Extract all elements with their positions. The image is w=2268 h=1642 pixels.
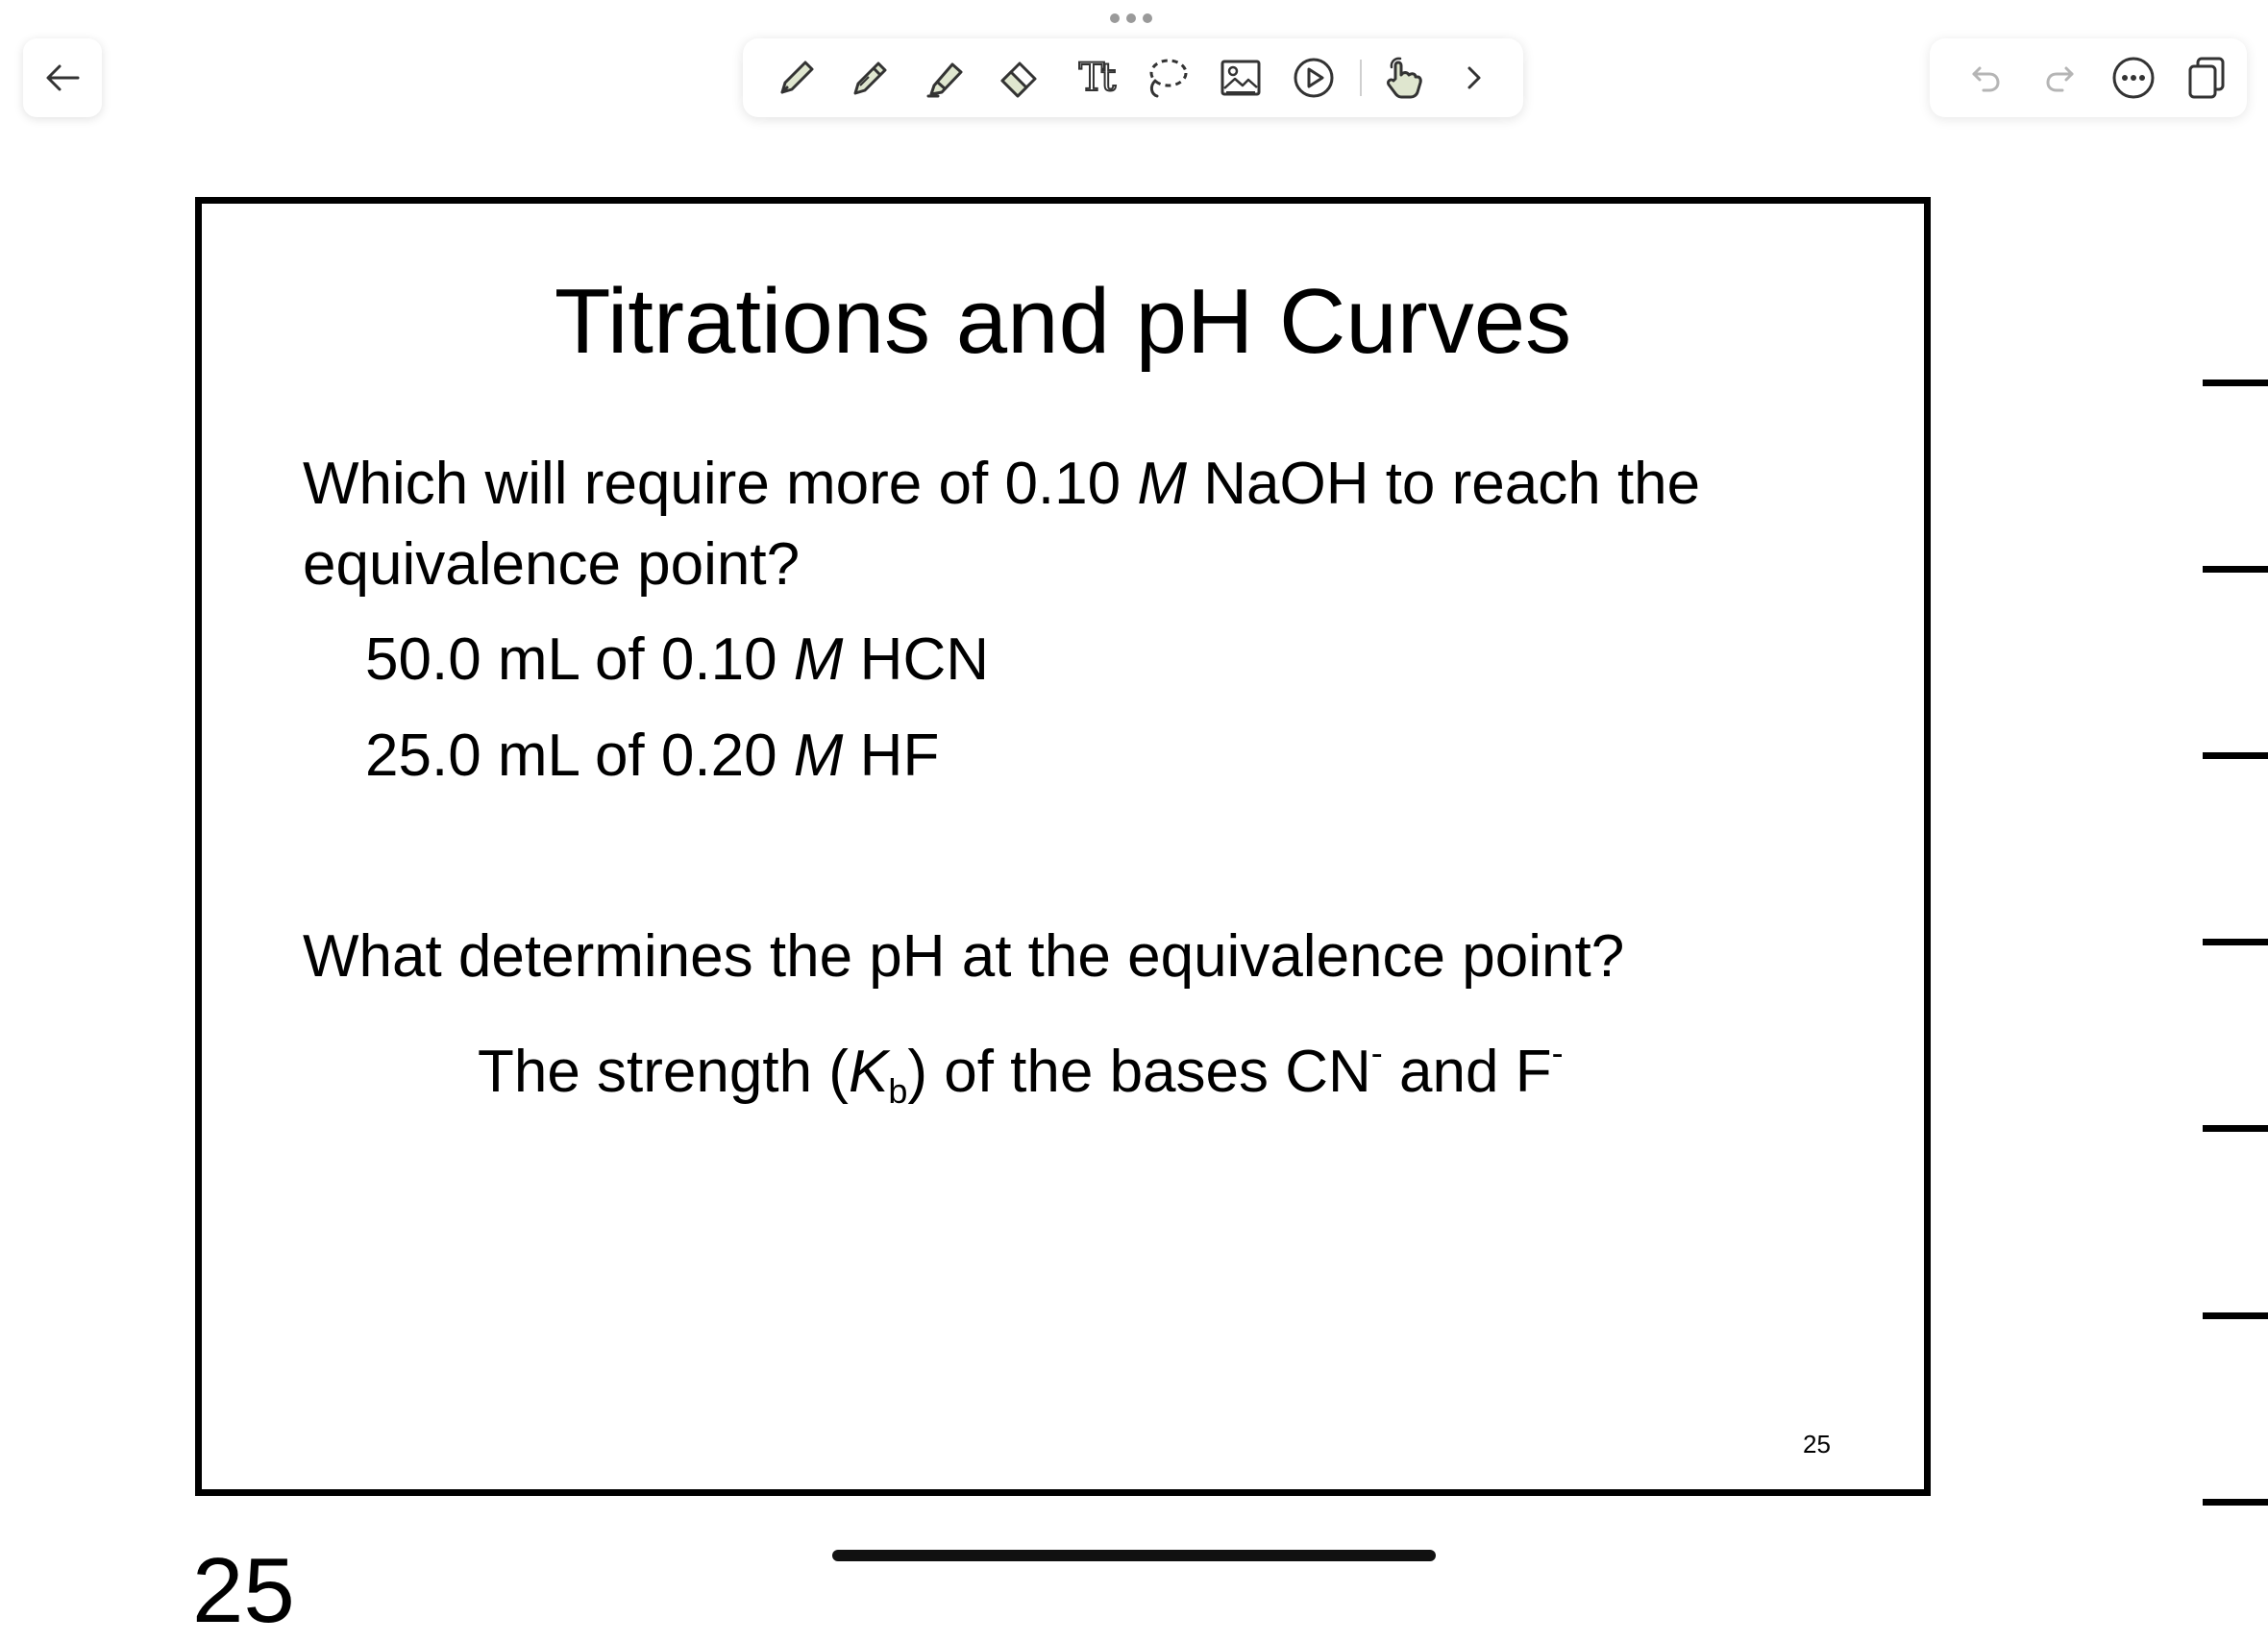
next-page-number: 25 [192,1539,295,1642]
redo-button[interactable] [2035,56,2085,100]
slide-number: 25 [1803,1430,1831,1458]
more-options-button[interactable] [2108,56,2158,100]
kb-symbol: K [848,1039,889,1105]
toolbar-divider [1360,60,1362,96]
text-tool-button[interactable] [1066,56,1125,100]
question-1 [303,444,1860,605]
drag-dot [1110,13,1120,23]
molarity-symbol: M [1137,451,1187,517]
answer-and: and F [1382,1039,1552,1105]
option-hf-amount: 25.0 mL of 0.20 [365,723,794,789]
option-hcn-acid: HCN [843,626,989,693]
molarity-symbol: M [793,723,844,789]
more-tools-button[interactable] [1449,56,1499,100]
touch-tool-button[interactable] [1379,56,1429,100]
page-tick [2203,1499,2268,1506]
page-tick [2203,1125,2268,1132]
undo-button[interactable] [1960,56,2010,100]
page-tick [2203,752,2268,759]
question-2: What determines the pH at the equivalence point? [303,923,1625,990]
page-tick [2203,1312,2268,1319]
lasso-icon [1144,56,1190,100]
drag-dot [1143,13,1152,23]
back-button[interactable] [23,38,102,117]
page-tick [2203,939,2268,945]
drawing-toolbar [743,38,1523,117]
text-tool-icon: Tt [1078,56,1113,100]
document-toolbar [1930,38,2247,117]
question-1-text-end: NaOH to reach the equivalence point? [303,451,1701,598]
hand-touch-icon [1382,56,1426,100]
ellipsis-icon [2111,56,2156,100]
option-hf [365,716,939,796]
question-1-text: Which will require more of 0.10 [303,451,1138,517]
pages-button[interactable] [2182,56,2231,100]
chevron-right-icon [1460,56,1489,100]
pen-icon [775,56,819,100]
image-icon [1219,56,1263,100]
slide-page[interactable] [195,197,1931,1496]
eraser-tool-button[interactable] [994,56,1044,100]
media-tool-button[interactable] [1289,56,1339,100]
option-hcn [365,620,989,700]
highlighter-icon [923,56,967,100]
arrow-left-icon [45,63,80,92]
highlighter-tool-button[interactable] [920,56,970,100]
option-hf-acid: HF [843,723,940,789]
cn-charge: - [1370,1033,1383,1072]
slide-title: Titrations and pH Curves [554,270,1572,373]
answer-prefix: The strength ( [478,1039,849,1105]
lasso-tool-button[interactable] [1142,56,1192,100]
pencil-icon [849,56,893,100]
answer [478,1013,1564,1132]
play-icon [1292,56,1336,100]
pen-tool-button[interactable] [772,56,822,100]
f-charge: - [1551,1033,1564,1072]
pencil-tool-button[interactable] [846,56,896,100]
drag-dot [1126,13,1136,23]
home-indicator[interactable] [832,1550,1436,1561]
image-tool-button[interactable] [1216,56,1266,100]
answer-middle: ) of the bases CN [907,1039,1371,1105]
page-tick [2203,566,2268,573]
undo-icon [1966,59,2005,97]
molarity-symbol: M [793,626,844,693]
eraser-icon [997,56,1041,100]
toolbar-drag-handle[interactable] [1110,13,1152,23]
option-hcn-amount: 50.0 mL of 0.10 [365,626,794,693]
kb-subscript: b [888,1071,908,1111]
pages-icon [2184,56,2229,100]
redo-icon [2041,59,2080,97]
page-tick [2203,380,2268,386]
